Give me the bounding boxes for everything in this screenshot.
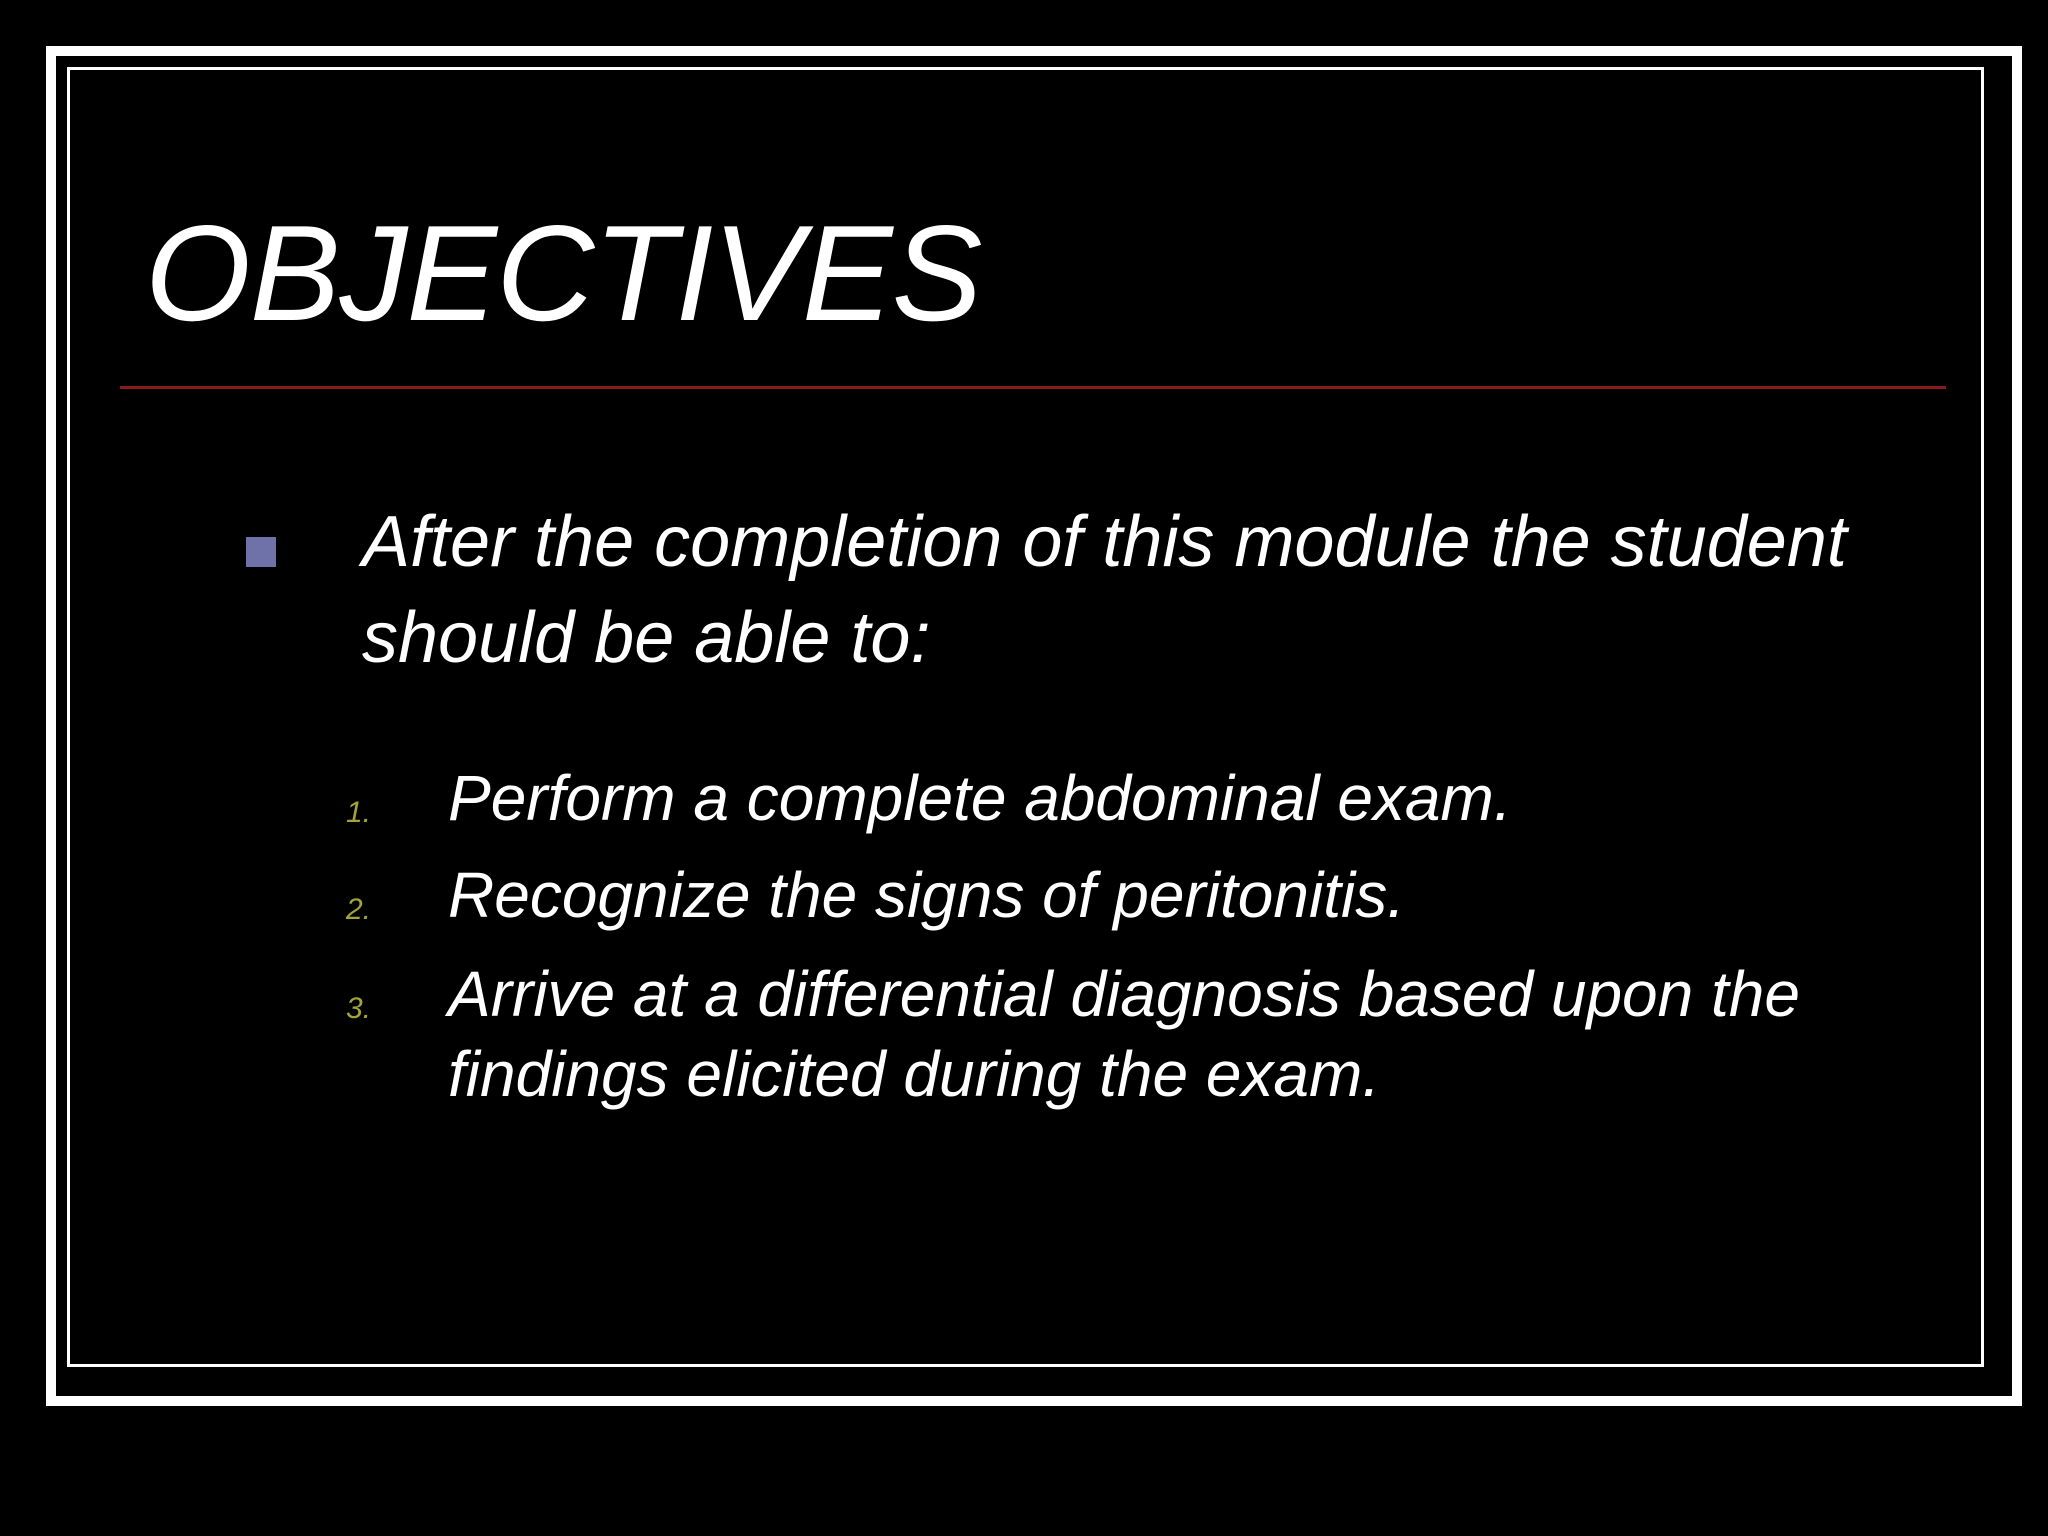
bullet-text: After the completion of this module the student should be able to: (362, 502, 1847, 678)
list-item-text: Arrive at a differential diagnosis based upon the findings elicited during the exam. (448, 958, 1800, 1110)
list-item-number: 2. (346, 893, 372, 926)
title-divider (120, 386, 1946, 389)
list-item-number: 1. (346, 796, 372, 829)
list-item-text: Recognize the signs of peritonitis. (448, 859, 1405, 931)
list-item-text: Perform a complete abdominal exam. (448, 762, 1512, 834)
slide-title: OBJECTIVES (145, 197, 982, 349)
square-bullet-icon (246, 537, 276, 567)
list-item-number: 3. (346, 992, 372, 1025)
